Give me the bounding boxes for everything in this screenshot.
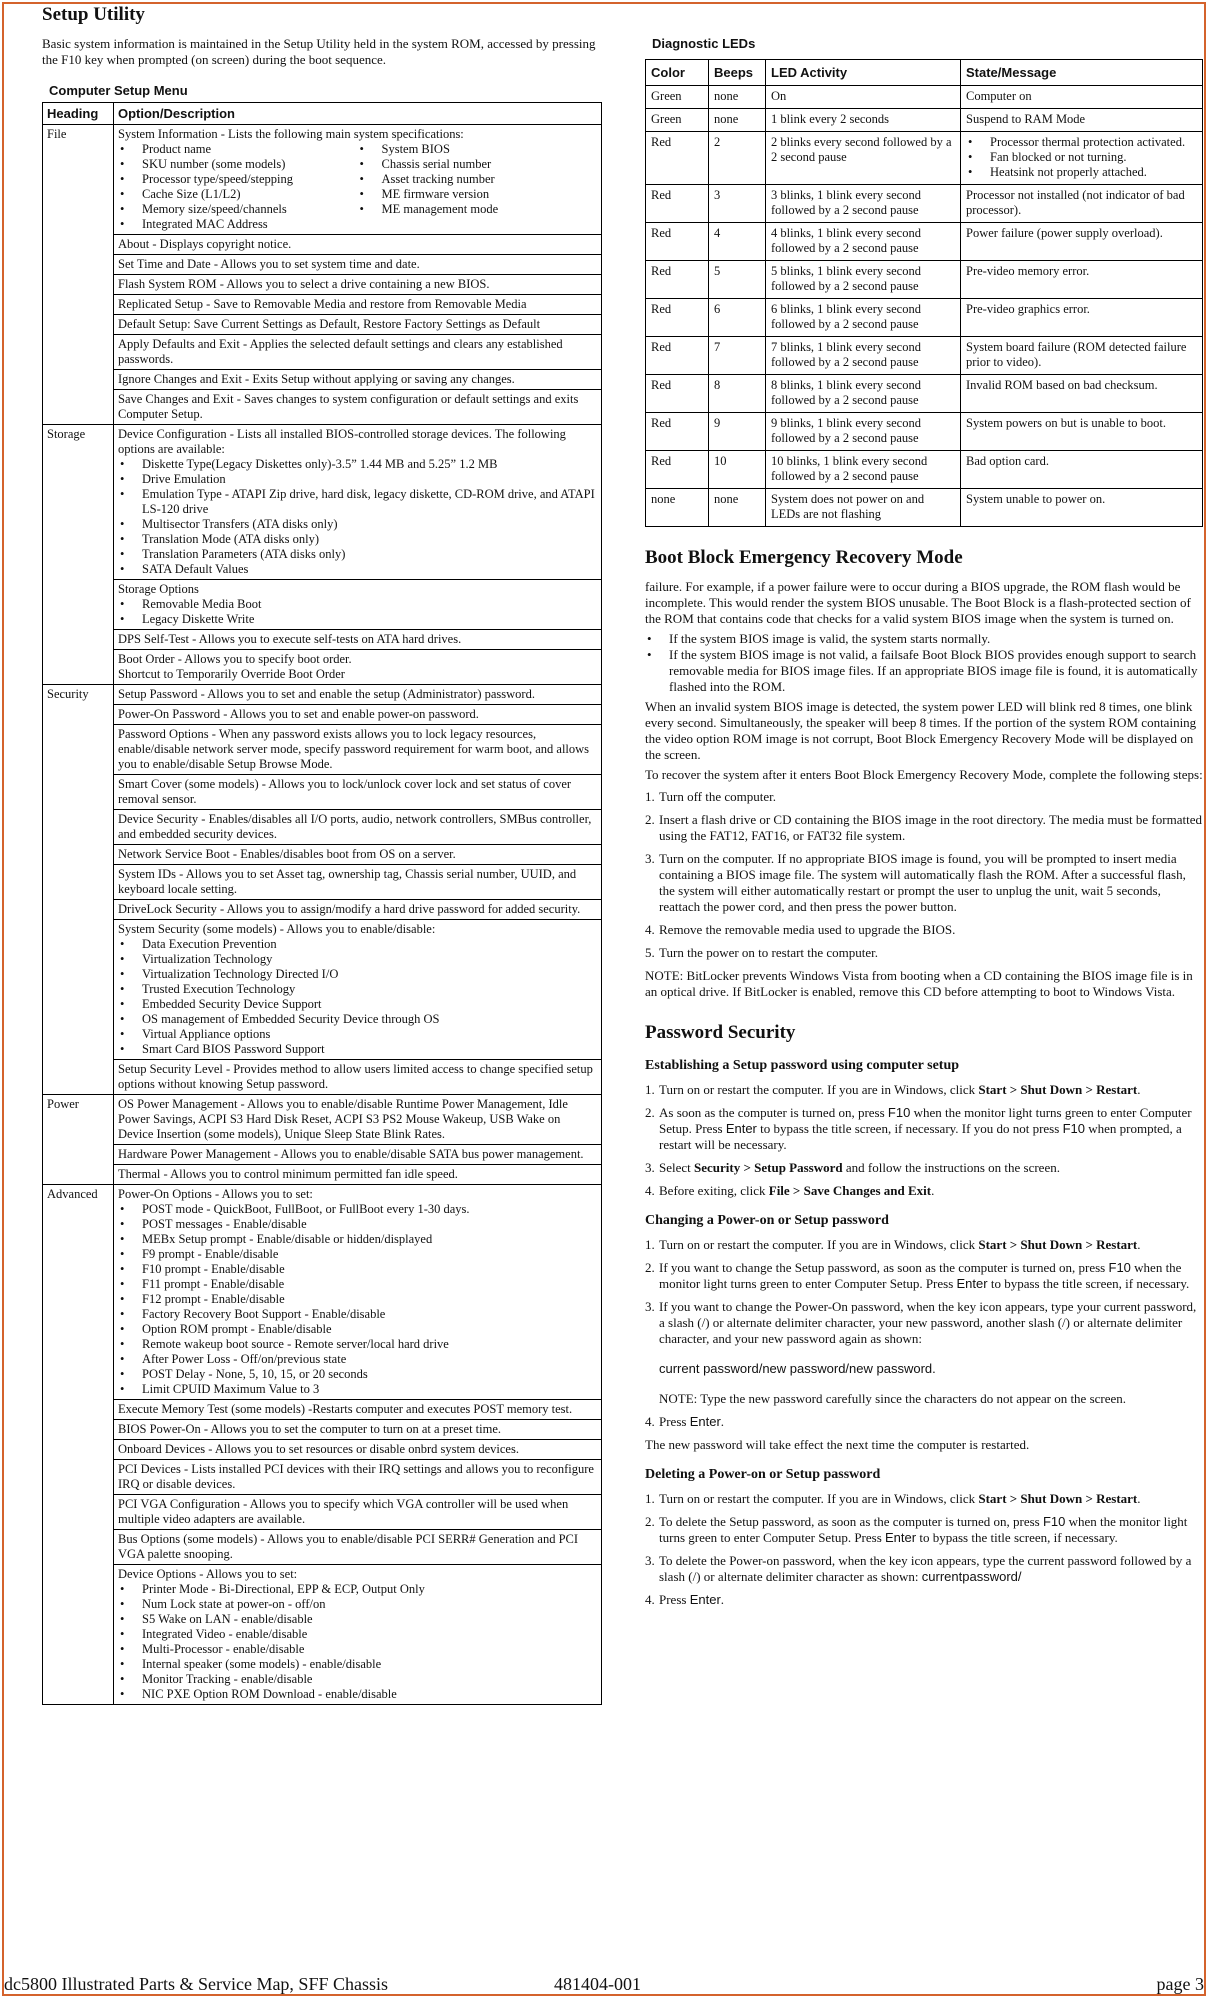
list-item: • Removable Media Boot: [118, 597, 597, 612]
cell-beeps: none: [709, 86, 766, 109]
setup-menu-table: [42, 102, 602, 1705]
option-cell: About - Displays copyright notice.: [114, 235, 602, 255]
table-row: [43, 775, 602, 810]
delete-steps: [645, 1491, 1203, 1608]
step-item: 1. Turn on or restart the computer. If you are in Windows, click Start > Shut Down > Restart.: [645, 1237, 1141, 1252]
cell-activity: 8 blinks, 1 blink every second followed by a 2 second pause: [766, 375, 961, 413]
cell-color: Red: [646, 299, 709, 337]
table-row: [43, 275, 602, 295]
setup-menu-heading: Computer Setup Menu: [49, 83, 188, 98]
cell-state: Bad option card.: [961, 451, 1203, 489]
option-cell: Replicated Setup - Save to Removable Media and restore from Removable Media: [114, 295, 602, 315]
table-row: [646, 86, 1203, 109]
step-item: 2. If you want to change the Setup password, as soon as the computer is turned on, press F10 when the monitor light turns green to enter Computer Setup. Press Enter to bypass the title screen, if necessary.: [645, 1260, 1190, 1291]
list-item: • Embedded Security Device Support: [118, 997, 597, 1012]
option-cell: Ignore Changes and Exit - Exits Setup without applying or saving any changes.: [114, 370, 602, 390]
cell-color: Red: [646, 261, 709, 299]
table-row: [43, 390, 602, 425]
establish-steps: [645, 1082, 1203, 1199]
table-row: [43, 900, 602, 920]
list-item: • Processor type/speed/stepping: [118, 172, 358, 187]
list-item: • F10 prompt - Enable/disable: [118, 1262, 597, 1277]
list-item: • Integrated Video - enable/disable: [118, 1627, 597, 1642]
cell-state: Pre-video graphics error.: [961, 299, 1203, 337]
table-row: [43, 685, 602, 705]
list-item: • POST messages - Enable/disable: [118, 1217, 597, 1232]
devconfig-list: [118, 457, 597, 577]
cell-activity: 5 blinks, 1 blink every second followed by a 2 second pause: [766, 261, 961, 299]
cell-state: Power failure (power supply overload).: [961, 223, 1203, 261]
table-row: [43, 335, 602, 370]
table-row: [43, 810, 602, 845]
cell-color: none: [646, 489, 709, 527]
list-item: • Data Execution Prevention: [118, 937, 597, 952]
cell-color: Red: [646, 337, 709, 375]
boot-block-p2: When an invalid system BIOS image is detected, the system power LED will blink red 8 times, one blink every second. Simultaneously, the speaker will beep 8 times. If the portion of the system ROM containing the video option ROM image is not corrupt, Boot Block Emergency Recovery Mode will be displayed on the screen.: [645, 699, 1197, 762]
cell-color: Red: [646, 223, 709, 261]
cell-beeps: 9: [709, 413, 766, 451]
list-item: • POST mode - QuickBoot, FullBoot, or FullBoot every 1-30 days.: [118, 1202, 597, 1217]
table-row: [43, 315, 602, 335]
list-item: • After Power Loss - Off/on/previous state: [118, 1352, 597, 1367]
cell-color: Red: [646, 451, 709, 489]
cell-state: Pre-video memory error.: [961, 261, 1203, 299]
table-row: [646, 375, 1203, 413]
step-item: 1. Turn off the computer.: [645, 789, 776, 804]
cell-state: Invalid ROM based on bad checksum.: [961, 375, 1203, 413]
table-row: [43, 255, 602, 275]
list-item: • Legacy Diskette Write: [118, 612, 597, 627]
cell-state: Computer on: [961, 86, 1203, 109]
table-row: [43, 1185, 602, 1400]
table-row: [43, 845, 602, 865]
cell-activity: 9 blinks, 1 blink every second followed by a 2 second pause: [766, 413, 961, 451]
table-header-row: [43, 103, 602, 125]
option-cell: Save Changes and Exit - Saves changes to system configuration or default settings and exits Computer Setup.: [114, 390, 602, 425]
list-item: • Heatsink not properly attached.: [966, 165, 1197, 180]
list-item: • Limit CPUID Maximum Value to 3: [118, 1382, 597, 1397]
table-row: [43, 125, 602, 235]
table-row: [43, 630, 602, 650]
bootorder-line: Boot Order - Allows you to specify boot order.: [118, 652, 352, 666]
list-item: • S5 Wake on LAN - enable/disable: [118, 1612, 597, 1627]
step-item: 4. Press Enter.: [645, 1592, 725, 1607]
sysinfo-lists: [118, 142, 597, 232]
cell-activity: On: [766, 86, 961, 109]
list-item: • MEBx Setup prompt - Enable/disable or hidden/displayed: [118, 1232, 597, 1247]
syssec-list: [118, 937, 597, 1057]
table-header-row: [646, 60, 1203, 86]
table-row: [43, 1460, 602, 1495]
heading-advanced: Advanced: [43, 1185, 114, 1705]
option-cell: [114, 920, 602, 1060]
table-row: [43, 1565, 602, 1705]
col-color: Color: [646, 60, 709, 86]
delete-heading: Deleting a Power-on or Setup password: [645, 1467, 881, 1482]
table-row: [43, 1530, 602, 1565]
list-item: • Drive Emulation: [118, 472, 597, 487]
list-item: • F11 prompt - Enable/disable: [118, 1277, 597, 1292]
list-item: • Cache Size (L1/L2): [118, 187, 358, 202]
cell-activity: 2 blinks every second followed by a 2 second pause: [766, 132, 961, 185]
col-led-activity: LED Activity: [766, 60, 961, 86]
footer-title: dc5800 Illustrated Parts & Service Map, SFF Chassis: [4, 1974, 388, 1994]
cell-color: Red: [646, 185, 709, 223]
list-item: • Diskette Type(Legacy Diskettes only)-3.5” 1.44 MB and 5.25” 1.2 MB: [118, 457, 597, 472]
devopts-list: [118, 1582, 597, 1702]
list-item: • Multi-Processor - enable/disable: [118, 1642, 597, 1657]
cell-beeps: 7: [709, 337, 766, 375]
cell-activity: 3 blinks, 1 blink every second followed by a 2 second pause: [766, 185, 961, 223]
list-item: • Smart Card BIOS Password Support: [118, 1042, 597, 1057]
table-row: [43, 425, 602, 580]
list-item: • Memory size/speed/channels: [118, 202, 358, 217]
option-cell: Apply Defaults and Exit - Applies the selected default settings and clears any established passwords.: [114, 335, 602, 370]
table-row: [646, 451, 1203, 489]
list-item: • Virtualization Technology Directed I/O: [118, 967, 597, 982]
option-cell: Setup Password - Allows you to set and enable the setup (Administrator) password.: [114, 685, 602, 705]
option-cell: Password Options - When any password exists allows you to lock legacy resources, enable/disable network server mode, specify password requirement for warm boot, and allows you to enable/disable Setup Browse Mode.: [114, 725, 602, 775]
col-heading: Heading: [43, 103, 114, 125]
option-cell: System IDs - Allows you to set Asset tag, ownership tag, Chassis serial number, UUID, and keyboard locale setting.: [114, 865, 602, 900]
heading-storage: Storage: [43, 425, 114, 685]
option-cell: Flash System ROM - Allows you to select a drive containing a new BIOS.: [114, 275, 602, 295]
option-cell: Power-On Password - Allows you to set and enable power-on password.: [114, 705, 602, 725]
sysinfo-left-list: [118, 142, 358, 232]
list-item: • Internal speaker (some models) - enable/disable: [118, 1657, 597, 1672]
step-item: 4. Before exiting, click File > Save Changes and Exit.: [645, 1183, 935, 1198]
option-cell: [114, 580, 602, 630]
step-item: 3. To delete the Power-on password, when the key icon appears, type the current password followed by a slash (/) or alternate delimiter character as shown: currentpassword/: [645, 1553, 1192, 1584]
step-item: 3. If you want to change the Power-On password, when the key icon appears, type your current password, a slash (/) or alternate delimiter character, your new password, another slash (/) or alternate delimiter character, and your new password again as shown: current password/new password/new password. NOTE: Type the new password carefully since the characters do not appear on the screen.: [645, 1299, 1203, 1407]
list-item: • F9 prompt - Enable/disable: [118, 1247, 597, 1262]
password-example: current password/new password/new password.: [659, 1361, 936, 1376]
syssec-title: System Security (some models) - Allows you to enable/disable:: [118, 922, 436, 936]
list-item: • SATA Default Values: [118, 562, 597, 577]
cell-state: System board failure (ROM detected failure prior to video).: [961, 337, 1203, 375]
sysinfo-title: System Information - Lists the following main system specifications:: [118, 127, 464, 141]
option-cell: Onboard Devices - Allows you to set resources or disable onbrd system devices.: [114, 1440, 602, 1460]
list-item: • Factory Recovery Boot Support - Enable/disable: [118, 1307, 597, 1322]
step-item: 2. To delete the Setup password, as soon as the computer is turned on, press F10 when the monitor light turns green to enter Computer Setup. Press Enter to bypass the title screen, if necessary.: [645, 1514, 1188, 1545]
list-item: • Chassis serial number: [358, 157, 598, 172]
cell-beeps: none: [709, 109, 766, 132]
table-row: [646, 223, 1203, 261]
table-row: [43, 1165, 602, 1185]
list-item: • System BIOS: [358, 142, 598, 157]
step-item: 1. Turn on or restart the computer. If you are in Windows, click Start > Shut Down > Restart.: [645, 1491, 1141, 1506]
cell-beeps: 3: [709, 185, 766, 223]
poweron-list: [118, 1202, 597, 1397]
cell-color: Red: [646, 132, 709, 185]
cell-activity: 1 blink every 2 seconds: [766, 109, 961, 132]
bitlocker-note: NOTE: BitLocker prevents Windows Vista from booting when a CD containing the BIOS image file is in an optical drive. If BitLocker is enabled, remove this CD before attempting to boot to Windows Vista.: [645, 968, 1193, 999]
list-item: • Emulation Type - ATAPI Zip drive, hard disk, legacy diskette, CD-ROM drive, and ATAPI LS-120 drive: [118, 487, 597, 517]
page-title: Setup Utility: [42, 4, 145, 25]
recovery-steps: [645, 789, 1203, 961]
table-row: [646, 185, 1203, 223]
option-cell: Execute Memory Test (some models) -Restarts computer and executes POST memory test.: [114, 1400, 602, 1420]
list-item: • ME management mode: [358, 202, 598, 217]
cell-beeps: 5: [709, 261, 766, 299]
cell-color: Green: [646, 109, 709, 132]
option-cell: OS Power Management - Allows you to enable/disable Runtime Power Management, Idle Power Savings, ACPI S3 Hard Disk Reset, ACPI S3 PS2 Mouse Wakeup, USB Wake on Device Insertion (some models), Unique Sleep State Blink Rates.: [114, 1095, 602, 1145]
table-row: [646, 337, 1203, 375]
list-item: • Multisector Transfers (ATA disks only): [118, 517, 597, 532]
boot-block-heading: Boot Block Emergency Recovery Mode: [645, 547, 963, 568]
poweron-title: Power-On Options - Allows you to set:: [118, 1187, 313, 1201]
step-item: 4. Remove the removable media used to upgrade the BIOS.: [645, 922, 956, 937]
option-cell: BIOS Power-On - Allows you to set the computer to turn on at a preset time.: [114, 1420, 602, 1440]
list-item: • If the system BIOS image is valid, the system starts normally.: [645, 631, 1203, 647]
list-item: • SKU number (some models): [118, 157, 358, 172]
table-row: [43, 1060, 602, 1095]
list-item: • Virtualization Technology: [118, 952, 597, 967]
password-note: NOTE: Type the new password carefully since the characters do not appear on the screen.: [659, 1391, 1127, 1406]
option-cell: Device Security - Enables/disables all I/O ports, audio, network controllers, SMBus controller, and embedded security devices.: [114, 810, 602, 845]
footer-page-number: page 3: [1156, 1974, 1204, 1994]
heading-security: Security: [43, 685, 114, 1095]
cell-beeps: 8: [709, 375, 766, 413]
table-row: [646, 132, 1203, 185]
step-item: 1. Turn on or restart the computer. If you are in Windows, click Start > Shut Down > Restart.: [645, 1082, 1141, 1097]
table-row: [43, 865, 602, 900]
footer-part-number: 481404-001: [554, 1974, 641, 1994]
table-row: [43, 295, 602, 315]
table-row: [43, 1495, 602, 1530]
table-row: [43, 370, 602, 390]
table-row: [43, 235, 602, 255]
option-cell: DPS Self-Test - Allows you to execute self-tests on ATA hard drives.: [114, 630, 602, 650]
cell-color: Green: [646, 86, 709, 109]
list-item: • Fan blocked or not turning.: [966, 150, 1197, 165]
cell-beeps: none: [709, 489, 766, 527]
option-cell: Setup Security Level - Provides method to allow users limited access to change specified setup options without knowing Setup password.: [114, 1060, 602, 1095]
col-option: Option/Description: [114, 103, 602, 125]
list-item: • Virtual Appliance options: [118, 1027, 597, 1042]
sysinfo-right-list: [358, 142, 598, 232]
list-item: • F12 prompt - Enable/disable: [118, 1292, 597, 1307]
boot-block-p1: failure. For example, if a power failure were to occur during a BIOS upgrade, the ROM flash would be incomplete. This would render the system BIOS unusable. The Boot Block is a flash-protected section of the ROM that contains code that checks for a valid system BIOS image when the system is turned on.: [645, 579, 1191, 626]
state-list: [966, 135, 1197, 180]
list-item: • If the system BIOS image is not valid, a failsafe Boot Block BIOS provides enough support to search removable media for BIOS image files. If an appropriate BIOS image file is found, it is automatically flashed into the ROM.: [645, 647, 1203, 695]
heading-power: Power: [43, 1095, 114, 1185]
table-row: [43, 920, 602, 1060]
step-item: 4. Press Enter.: [645, 1414, 725, 1429]
option-cell: Default Setup: Save Current Settings as Default, Restore Factory Settings as Default: [114, 315, 602, 335]
list-item: • Monitor Tracking - enable/disable: [118, 1672, 597, 1687]
table-row: [43, 1400, 602, 1420]
cell-activity: 10 blinks, 1 blink every second followed by a 2 second pause: [766, 451, 961, 489]
table-row: [43, 1440, 602, 1460]
list-item: • Printer Mode - Bi-Directional, EPP & ECP, Output Only: [118, 1582, 597, 1597]
password-security-heading: Password Security: [645, 1022, 796, 1043]
cell-color: Red: [646, 375, 709, 413]
list-item: • Option ROM prompt - Enable/disable: [118, 1322, 597, 1337]
list-item: • Processor thermal protection activated.: [966, 135, 1197, 150]
cell-state: [961, 132, 1203, 185]
cell-state: System powers on but is unable to boot.: [961, 413, 1203, 451]
boot-block-bullets: [645, 631, 1203, 695]
option-cell: Set Time and Date - Allows you to set system time and date.: [114, 255, 602, 275]
list-item: • Asset tracking number: [358, 172, 598, 187]
option-cell: Hardware Power Management - Allows you to enable/disable SATA bus power management.: [114, 1145, 602, 1165]
list-item: • POST Delay - None, 5, 10, 15, or 20 seconds: [118, 1367, 597, 1382]
list-item: • NIC PXE Option ROM Download - enable/disable: [118, 1687, 597, 1702]
cell-beeps: 10: [709, 451, 766, 489]
left-column: [42, 2, 602, 1705]
option-cell: PCI VGA Configuration - Allows you to specify which VGA controller will be used when multiple video adapters are available.: [114, 1495, 602, 1530]
col-beeps: Beeps: [709, 60, 766, 86]
option-cell: Thermal - Allows you to control minimum permitted fan idle speed.: [114, 1165, 602, 1185]
list-item: • Num Lock state at power-on - off/on: [118, 1597, 597, 1612]
step-item: 2. As soon as the computer is turned on, press F10 when the monitor light turns green to enter Computer Setup. Press Enter to bypass the title screen, if necessary. If you do not press F10 when prompted, a restart will be necessary.: [645, 1105, 1192, 1152]
cell-activity: 7 blinks, 1 blink every second followed by a 2 second pause: [766, 337, 961, 375]
table-row: [43, 1095, 602, 1145]
list-item: • Product name: [118, 142, 358, 157]
step-item: 3. Select Security > Setup Password and follow the instructions on the screen.: [645, 1160, 1060, 1175]
storopts-title: Storage Options: [118, 582, 199, 596]
table-row: [43, 1420, 602, 1440]
table-row: [43, 650, 602, 685]
cell-beeps: 6: [709, 299, 766, 337]
list-item: • Remote wakeup boot source - Remote server/local hard drive: [118, 1337, 597, 1352]
list-item: • ME firmware version: [358, 187, 598, 202]
table-row: [646, 489, 1203, 527]
table-row: [646, 261, 1203, 299]
option-cell: Smart Cover (some models) - Allows you to lock/unlock cover lock and set status of cover removal sensor.: [114, 775, 602, 810]
option-cell: [114, 425, 602, 580]
heading-file: File: [43, 125, 114, 425]
diag-leds-table: [645, 59, 1203, 527]
change-heading: Changing a Power-on or Setup password: [645, 1213, 889, 1228]
option-cell: [114, 650, 602, 685]
cell-state: Processor not installed (not indicator of bad processor).: [961, 185, 1203, 223]
change-after: The new password will take effect the next time the computer is restarted.: [645, 1437, 1030, 1452]
table-row: [646, 299, 1203, 337]
change-steps: [645, 1237, 1203, 1430]
step-item: 2. Insert a flash drive or CD containing the BIOS image in the root directory. The media must be formatted using the FAT12, FAT16, or FAT32 file system.: [645, 812, 1202, 843]
diag-leds-heading: Diagnostic LEDs: [652, 36, 756, 51]
option-cell: DriveLock Security - Allows you to assign/modify a hard drive password for added security.: [114, 900, 602, 920]
cell-state: Suspend to RAM Mode: [961, 109, 1203, 132]
cell-beeps: 4: [709, 223, 766, 261]
table-row: [43, 705, 602, 725]
option-cell: [114, 1185, 602, 1400]
option-cell: Bus Options (some models) - Allows you to enable/disable PCI SERR# Generation and PCI VGA palette snooping.: [114, 1530, 602, 1565]
cell-activity: 6 blinks, 1 blink every second followed by a 2 second pause: [766, 299, 961, 337]
table-row: [43, 1145, 602, 1165]
boot-block-p3: To recover the system after it enters Boot Block Emergency Recovery Mode, complete the following steps:: [645, 767, 1203, 782]
table-row: [646, 109, 1203, 132]
option-cell: PCI Devices - Lists installed PCI devices with their IRQ settings and allows you to reconfigure IRQ or disable devices.: [114, 1460, 602, 1495]
cell-color: Red: [646, 413, 709, 451]
establish-heading: Establishing a Setup password using computer setup: [645, 1058, 960, 1073]
cell-activity: 4 blinks, 1 blink every second followed by a 2 second pause: [766, 223, 961, 261]
table-row: [646, 413, 1203, 451]
list-item: • Translation Mode (ATA disks only): [118, 532, 597, 547]
list-item: • OS management of Embedded Security Device through OS: [118, 1012, 597, 1027]
bootorder-line: Shortcut to Temporarily Override Boot Order: [118, 667, 345, 681]
step-item: 5. Turn the power on to restart the computer.: [645, 945, 879, 960]
cell-beeps: 2: [709, 132, 766, 185]
list-item: • Integrated MAC Address: [118, 217, 358, 232]
sysinfo-cell: [114, 125, 602, 235]
intro-paragraph: Basic system information is maintained in the Setup Utility held in the system ROM, accessed by pressing the F10 key when prompted (on screen) during the boot sequence.: [42, 36, 596, 67]
cell-state: System unable to power on.: [961, 489, 1203, 527]
table-row: [43, 580, 602, 630]
list-item: • Translation Parameters (ATA disks only): [118, 547, 597, 562]
step-item: 3. Turn on the computer. If no appropriate BIOS image is found, you will be prompted to insert media containing a BIOS image file. The system will automatically flash the ROM. After a successful flash, the system will either automatically restart or prompt the user to unplug the unit, wait 5 seconds, reattach the power cord, and then press the power button.: [645, 851, 1186, 914]
cell-activity: System does not power on and LEDs are not flashing: [766, 489, 961, 527]
option-cell: [114, 1565, 602, 1705]
list-item: • Trusted Execution Technology: [118, 982, 597, 997]
right-column: [645, 36, 1203, 1615]
option-cell: Network Service Boot - Enables/disables boot from OS on a server.: [114, 845, 602, 865]
devopts-title: Device Options - Allows you to set:: [118, 1567, 298, 1581]
table-row: [43, 725, 602, 775]
col-state-message: State/Message: [961, 60, 1203, 86]
storopts-list: [118, 597, 597, 627]
devconfig-title: Device Configuration - Lists all installed BIOS-controlled storage devices. The following options are available:: [118, 427, 566, 456]
